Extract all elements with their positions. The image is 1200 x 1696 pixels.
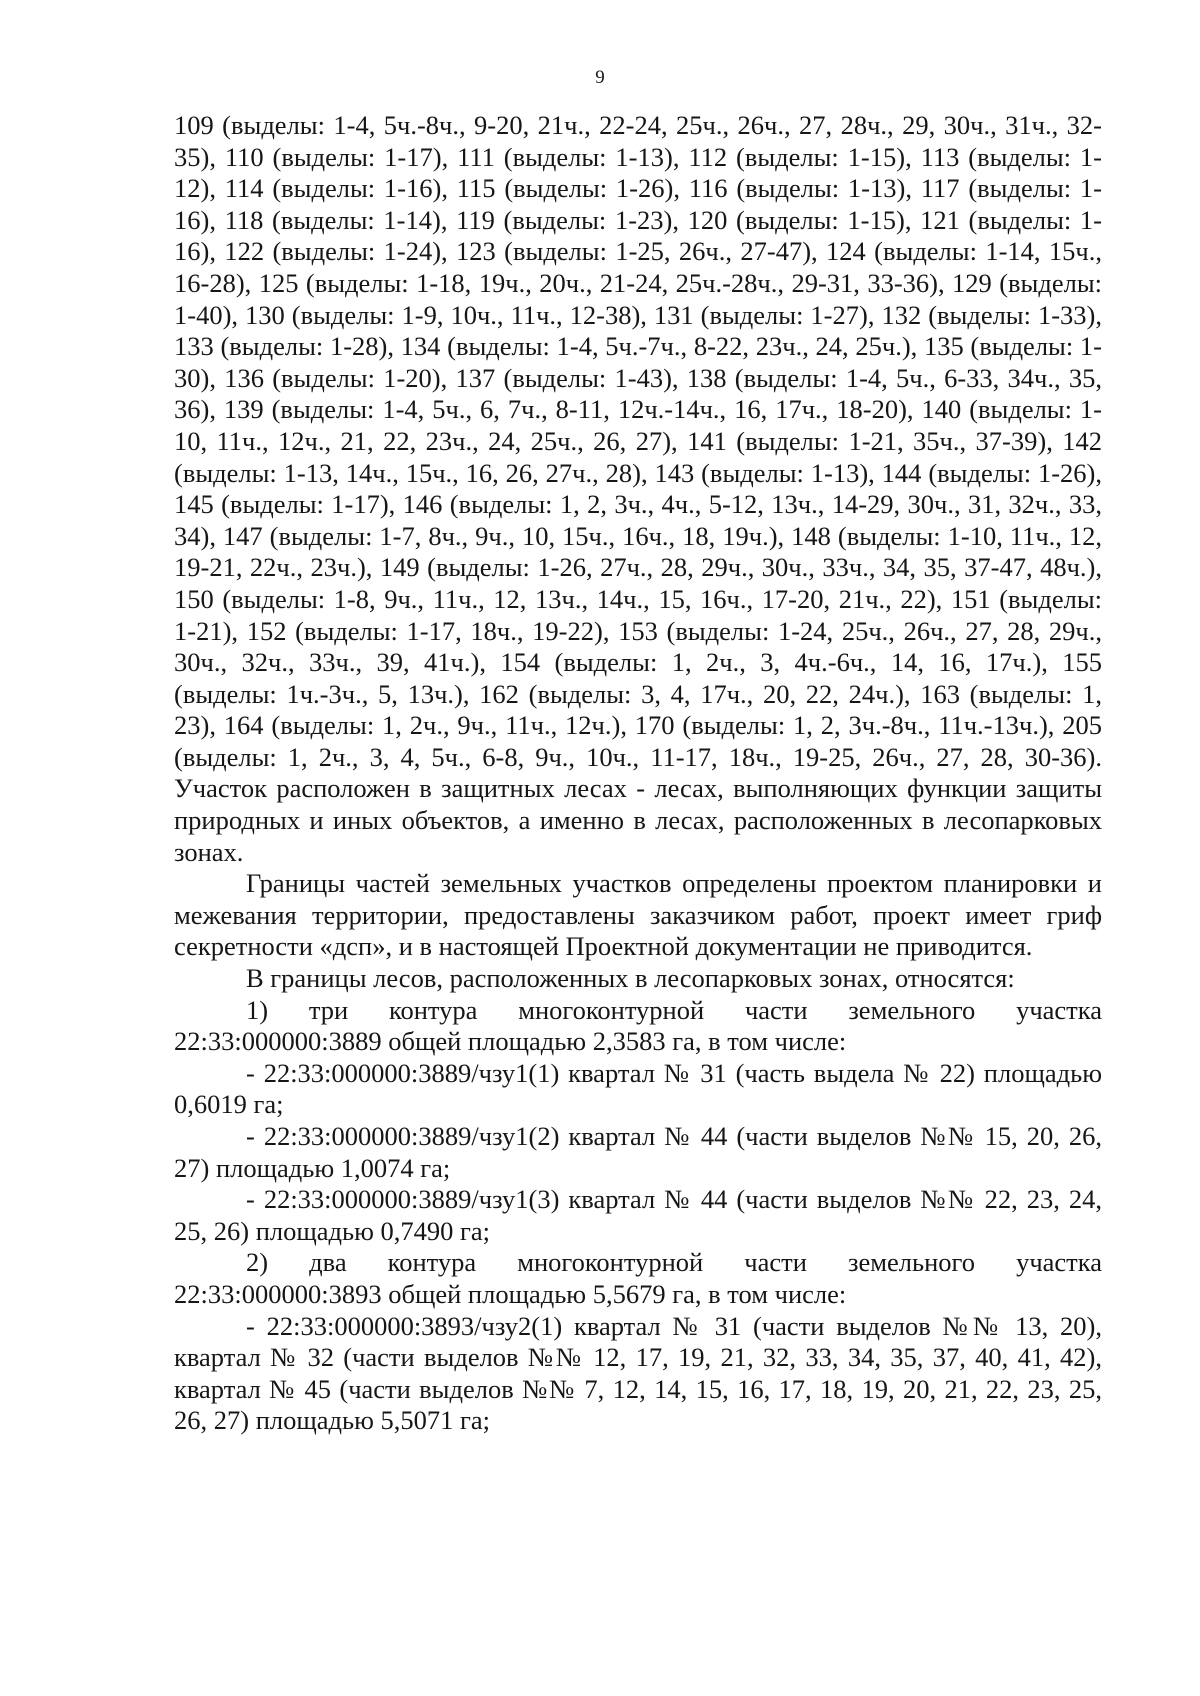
list-subitem-3889-3: - 22:33:000000:3889/чзу1(3) квартал № 44 (части выделов №№ 22, 23, 24, 25, 26) площадью 0,7490 га; — [174, 1184, 1102, 1246]
list-subitem-3889-1: - 22:33:000000:3889/чзу1(1) квартал № 31 (часть выдела № 22) площадью 0,6019 га; — [174, 1057, 1102, 1120]
list-item-plot-3889: 1) три контура многоконтурной части земельного участка 22:33:000000:3889 общей площадью 2,3583 га, в том числе: — [174, 994, 1102, 1057]
paragraph-forest-parks-intro: В границы лесов, расположенных в лесопарковых зонах, относятся: — [246, 963, 1015, 994]
paragraph-boundaries: Границы частей земельных участков определены проектом планировки и межевания территории, предоставлены заказчиком работ, проект имеет гриф секретности «дсп», и в настоящей Проектной документации не приводится. — [174, 868, 1102, 962]
document-body — [174, 110, 1102, 1437]
paragraph-quarter-list: 109 (выделы: 1-4, 5ч.-8ч., 9-20, 21ч., 22-24, 25ч., 26ч., 27, 28ч., 29, 30ч., 31ч., 32-35), 110 (выделы: 1-17), 111 (выделы: 1-13), 112 (выделы: 1-15), 113 (выделы: 1-12), 114 (выделы: 1-16), 115 (выделы: 1-26), 116 (выделы: 1-13), 117 (выделы: 1-16), 118 (выделы: 1-14), 119 (выделы: 1-23), 120 (выделы: 1-15), 121 (выделы: 1-16), 122 (выделы: 1-24), 123 (выделы: 1-25, 26ч., 27-47), 124 (выделы: 1-14, 15ч., 16-28), 125 (выделы: 1-18, 19ч., 20ч., 21-24, 25ч.-28ч., 29-31, 33-36), 129 (выделы: 1-40), 130 (выделы: 1-9, 10ч., 11ч., 12-38), 131 (выделы: 1-27), 132 (выделы: 1-33), 133 (выделы: 1-28), 134 (выделы: 1-4, 5ч.-7ч., 8-22, 23ч., 24, 25ч.), 135 (выделы: 1-30), 136 (выделы: 1-20), 137 (выделы: 1-43), 138 (выделы: 1-4, 5ч., 6-33, 34ч., 35, 36), 139 (выделы: 1-4, 5ч., 6, 7ч., 8-11, 12ч.-14ч., 16, 17ч., 18-20), 140 (выделы: 1-10, 11ч., 12ч., 21, 22, 23ч., 24, 25ч., 26, 27), 141 (выделы: 1-21, 35ч., 37-39), 142 (выделы: 1-13, 14ч., 15ч., 16, 26, 27ч., 28), 143 (выделы: 1-13), 144 (выделы: 1-26), 145 (выделы: 1-17), 146 (выделы: 1, 2, 3ч., 4ч., 5-12, 13ч., 14-29, 30ч., 31, 32ч., 33, 34), 147 (выделы: 1-7, 8ч., 9ч., 10, 15ч., 16ч., 18, 19ч.), 148 (выделы: 1-10, 11ч., 12, 19-21, 22ч., 23ч.), 149 (выделы: 1-26, 27ч., 28, 29ч., 30ч., 33ч., 34, 35, 37-47, 48ч.), 150 (выделы: 1-8, 9ч., 11ч., 12, 13ч., 14ч., 15, 16ч., 17-20, 21ч., 22), 151 (выделы: 1-21), 152 (выделы: 1-17, 18ч., 19-22), 153 (выделы: 1-24, 25ч., 26ч., 27, 28, 29ч., 30ч., 32ч., 33ч., 39, 41ч.), 154 (выделы: 1, 2ч., 3, 4ч.-6ч., 14, 16, 17ч.), 155 (выделы: 1ч.-3ч., 5, 13ч.), 162 (выделы: 3, 4, 17ч., 20, 22, 24ч.), 163 (выделы: 1, 23), 164 (выделы: 1, 2ч., 9ч., 11ч., 12ч.), 170 (выделы: 1, 2, 3ч.-8ч., 11ч.-13ч.), 205 (выделы: 1, 2ч., 3, 4, 5ч., 6-8, 9ч., 10ч., 11-17, 18ч., 19-25, 26ч., 27, 28, 30-36). Участок расположен в защитных лесах - лесах, выполняющих функции защиты природных и иных объектов, а именно в лесах, расположенных в лесопарковых зонах. — [174, 110, 1102, 867]
list-subitem-3889-2: - 22:33:000000:3889/чзу1(2) квартал № 44 (части выделов №№ 15, 20, 26, 27) площадью 1,0074 га; — [174, 1121, 1102, 1183]
list-item-plot-3893: 2) два контура многоконтурной части земельного участка 22:33:000000:3893 общей площадью 5,5679 га, в том числе: — [174, 1247, 1102, 1309]
page-number: 9 — [595, 67, 605, 88]
list-subitem-3893-1: - 22:33:000000:3893/чзу2(1) квартал № 31 (части выделов №№ 13, 20), квартал № 32 (части выделов №№ 12, 17, 19, 21, 32, 33, 34, 35, 37, 40, 41, 42), квартал № 45 (части выделов №№ 7, 12, 14, 15, 16, 17, 18, 19, 20, 21, 22, 23, 25, 26, 27) площадью 5,5071 га; — [174, 1310, 1102, 1436]
